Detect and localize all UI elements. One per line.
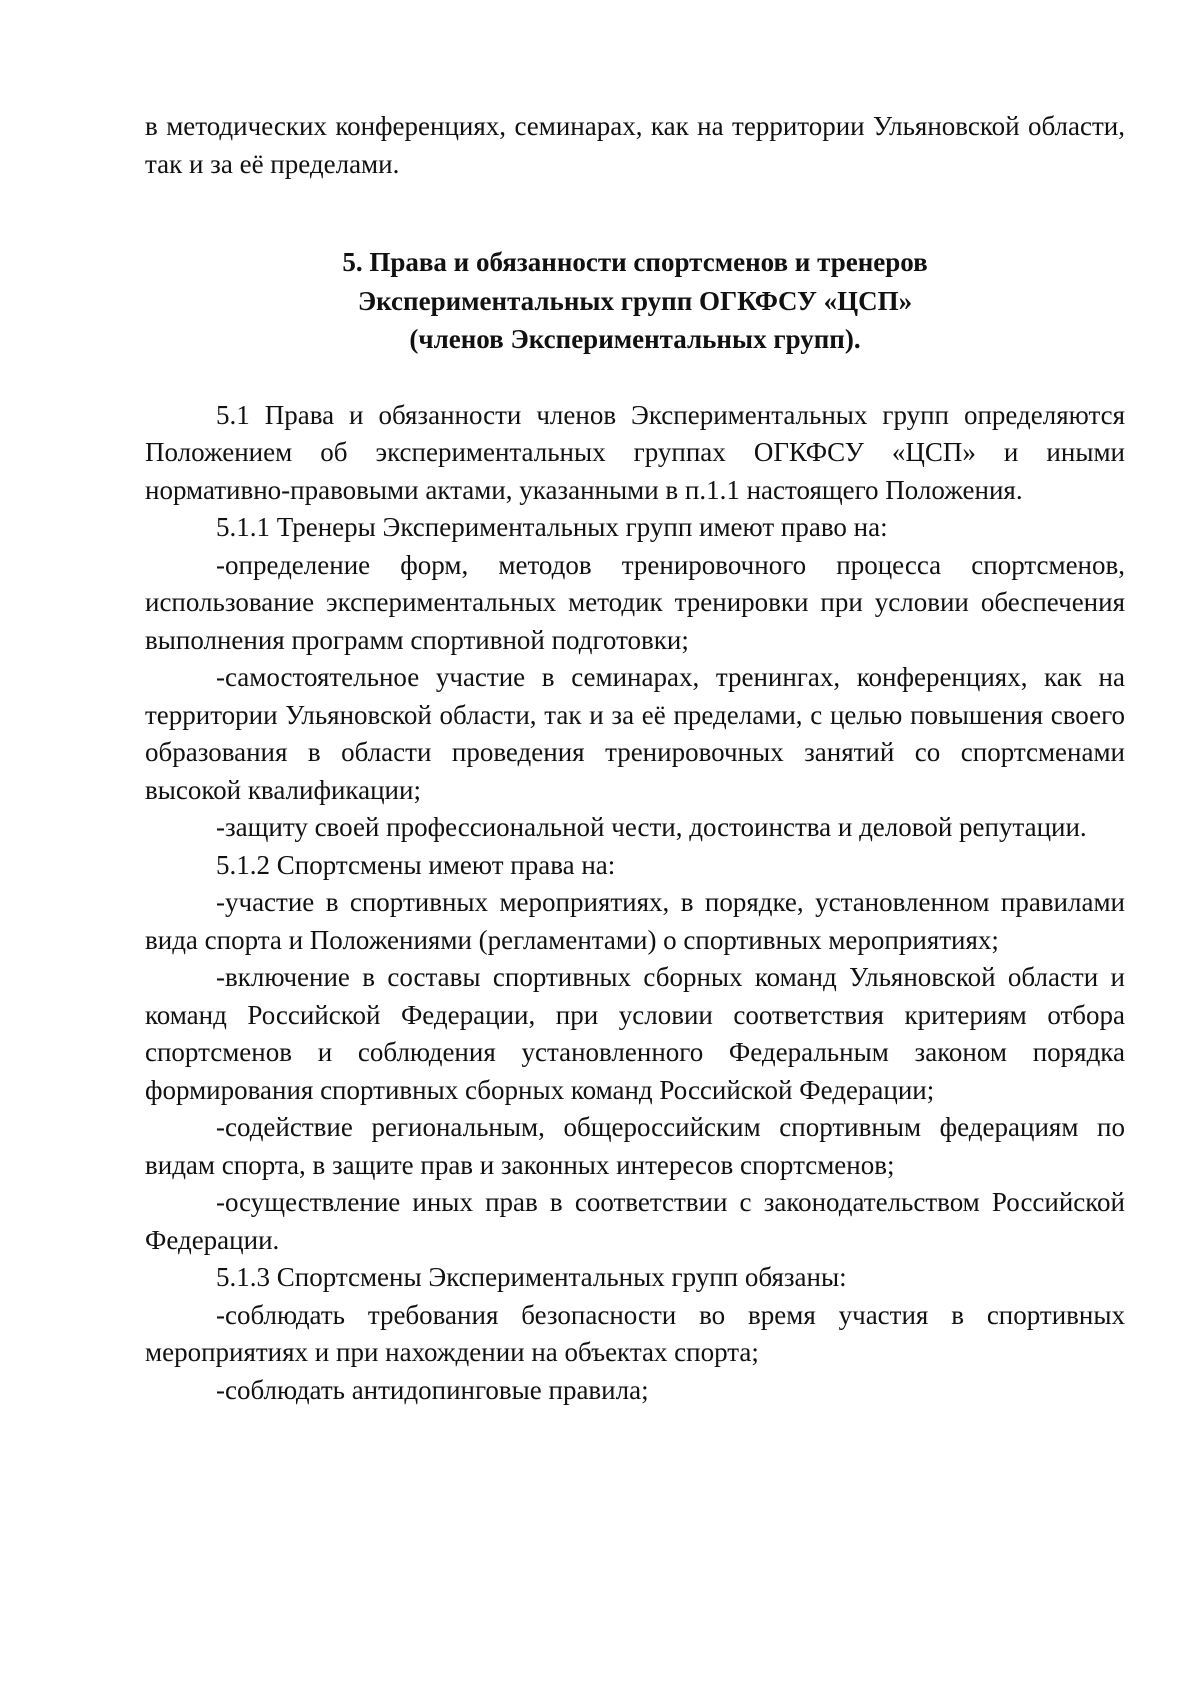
list-item: -осуществление иных прав в соответствии с законодательством Российской Федерации. bbox=[145, 1187, 1125, 1255]
list-item: -самостоятельное участие в семинарах, тренингах, конференциях, как на территории Ульяновской области, так и за её пределами, с целью повышения своего образования в области проведения тренировочных занятий со спортсменами высокой квалификации; bbox=[145, 662, 1125, 805]
paragraph-5-1-2: 5.1.2 Спортсмены имеют права на: bbox=[216, 849, 616, 880]
list-item: -соблюдать требования безопасности во время участия в спортивных мероприятиях и при нахождении на объектах спорта; bbox=[145, 1299, 1125, 1367]
section-heading bbox=[145, 243, 1125, 359]
paragraph-5-1: 5.1 Права и обязанности членов Экспериментальных групп определяются Положением об экспериментальных группах ОГКФСУ «ЦСП» и иными нормативно-правовыми актами, указанными в п.1.1 настоящего Положения. bbox=[145, 399, 1125, 505]
list-item: -включение в составы спортивных сборных команд Ульяновской области и команд Российской Федерации, при условии соответствия критериям отбора спортсменов и соблюдения установленного Федеральным законом порядка формирования спортивных сборных команд Российской Федерации; bbox=[145, 962, 1125, 1105]
intro-paragraph: в методических конференциях, семинарах, как на территории Ульяновской области, так и за её пределами. bbox=[145, 111, 1125, 179]
list-item: -определение форм, методов тренировочного процесса спортсменов, использование экспериментальных методик тренировки при условии обеспечения выполнения программ спортивной подготовки; bbox=[145, 549, 1125, 655]
paragraph-5-1-1: 5.1.1 Тренеры Экспериментальных групп имеют право на: bbox=[216, 512, 888, 542]
list-item: -соблюдать антидопинговые правила; bbox=[216, 1374, 649, 1405]
section-body bbox=[145, 397, 1125, 1410]
section-heading-line-2: Экспериментальных групп ОГКФСУ «ЦСП» bbox=[357, 285, 913, 316]
document-page bbox=[145, 108, 1125, 1409]
list-item: -защиту своей профессиональной чести, достоинства и деловой репутации. bbox=[216, 812, 1087, 842]
paragraph-5-1-3: 5.1.3 Спортсмены Экспериментальных групп обязаны: bbox=[216, 1262, 847, 1292]
list-item: -участие в спортивных мероприятиях, в порядке, установленном правилами вида спорта и Положениями (регламентами) о спортивных мероприятиях; bbox=[145, 887, 1125, 955]
section-heading-line-1: 5. Права и обязанности спортсменов и тренеров bbox=[342, 247, 928, 277]
list-item: -содействие региональным, общероссийским спортивным федерациям по видам спорта, в защите прав и законных интересов спортсменов; bbox=[145, 1112, 1125, 1180]
section-heading-line-3: (членов Экспериментальных групп). bbox=[409, 324, 861, 354]
